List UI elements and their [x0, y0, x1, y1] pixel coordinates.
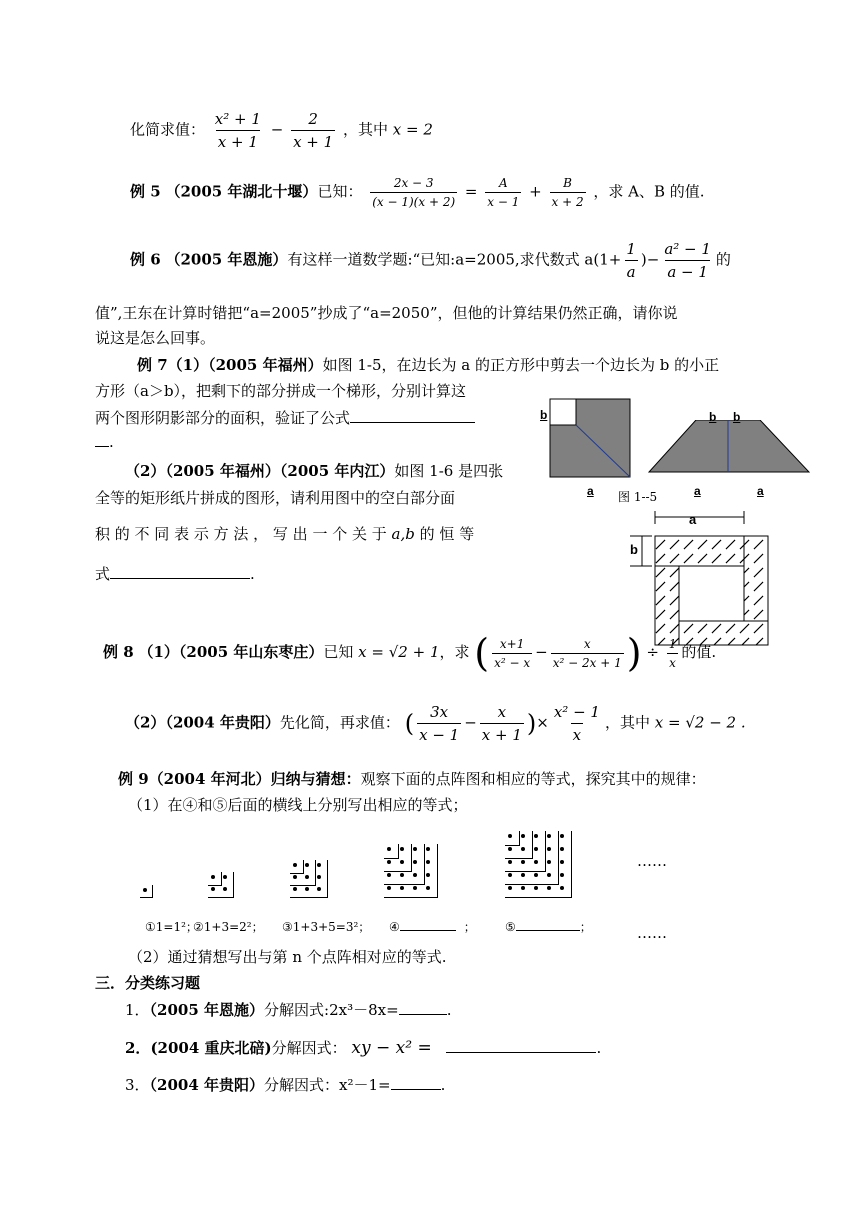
- dot: [317, 887, 321, 891]
- answer-blank[interactable]: [399, 1000, 447, 1015]
- dot: [508, 860, 512, 864]
- dot: [534, 847, 538, 851]
- dot: [317, 875, 321, 879]
- example-9-q1: （1）在④和⑤后面的横线上分别写出相应的等式；: [128, 796, 468, 814]
- dot: [547, 886, 551, 890]
- dot-caption-5: ⑤ ；: [505, 920, 592, 934]
- dot: [547, 873, 551, 877]
- l-separator: [384, 884, 425, 885]
- label-a: a: [757, 484, 764, 498]
- example-7-part2-line4: 式 .: [95, 565, 255, 583]
- l-separator: [437, 844, 438, 897]
- l-separator: [208, 885, 222, 886]
- dot: [426, 860, 430, 864]
- problem-2: 2．(2004 重庆北碚)分解因式： xy − x² = .: [125, 1038, 602, 1058]
- fraction: $\frac{A}{x - 1}$: [487, 176, 520, 209]
- dot: [305, 863, 309, 867]
- l-separator: [505, 845, 520, 846]
- example-8-part2: （2）（2004 年贵阳）先化简，再求值： ( $\frac{3x}{x - 1}$ − $\frac{x}{x + 1}$ )× $\frac{\text{x² − 1}}{x}$ ，其中 x = √2 − 2 .: [125, 703, 746, 744]
- dot: [305, 875, 309, 879]
- dot-array-2: [208, 872, 242, 902]
- fraction: $\frac{1}{a}$: [626, 240, 636, 281]
- dot: [560, 886, 564, 890]
- dot: [534, 860, 538, 864]
- fraction: $\frac{\text{x² + 1}}{x + 1}$: [214, 110, 261, 151]
- dot: [426, 847, 430, 851]
- example-7-line3: 两个图形阴影部分的面积，验证了公式: [95, 407, 475, 428]
- dot: [426, 886, 430, 890]
- problem-3: 3．（2004 年贵阳）分解因式：x²－1= .: [125, 1076, 446, 1094]
- dot: [560, 847, 564, 851]
- l-separator: [315, 860, 316, 885]
- dot: [413, 873, 417, 877]
- dot: [413, 860, 417, 864]
- label-b: b: [540, 408, 548, 422]
- dot: [400, 886, 404, 890]
- fraction: $\frac{\text{x² − 1}}{x}$: [553, 703, 600, 744]
- l-separator: [384, 858, 399, 859]
- dot: [534, 834, 538, 838]
- dots-continuation: ……: [637, 852, 667, 870]
- l-separator: [411, 844, 412, 871]
- fraction: $\frac{2}{x + 1}$: [293, 110, 334, 151]
- l-separator: [519, 831, 520, 845]
- example-7-part2: （2）（2005 年福州）（2005 年内江）如图 1-6 是四张: [125, 462, 504, 480]
- example-5: 例 5 （2005 年湖北十堰）已知： $\frac{2x - 3}{(x - 1)(x + 2)}$ = $\frac{A}{x - 1}$ + $\frac{B}{x + 2}$ ，求 A、B 的值.: [130, 176, 705, 209]
- fraction: $\frac{2x - 3}{(x - 1)(x + 2)}$: [372, 176, 456, 209]
- dot: [400, 873, 404, 877]
- problem-1: 1．（2005 年恩施）分解因式:2x³－8x= .: [125, 1001, 452, 1019]
- dot: [508, 886, 512, 890]
- fraction: $\frac{x+1}{\text{x² − x}}$: [494, 636, 531, 670]
- answer-blank[interactable]: [516, 918, 580, 931]
- l-separator: [424, 844, 425, 884]
- l-separator: [545, 831, 546, 871]
- dot: [534, 873, 538, 877]
- simplify-problem: 化简求值： $\frac{\text{x² + 1}}{x + 1}$ − $\frac{2}{x + 1}$ ，其中 x = 2: [130, 110, 433, 151]
- example-7-part2-line2: 全等的矩形纸片拼成的图形，请利用图中的空白部分面: [95, 489, 456, 507]
- dot: [560, 873, 564, 877]
- dot: [508, 847, 512, 851]
- dot: [547, 834, 551, 838]
- figure-caption: 图 1--5: [618, 490, 658, 504]
- example-7: 例 7（1）（2005 年福州）如图 1-5，在边长为 a 的正方形中剪去一个边长为 b 的小正: [137, 356, 720, 374]
- dot: [400, 860, 404, 864]
- answer-blank[interactable]: [391, 1075, 441, 1090]
- example-6-line2: 值”,王东在计算时错把“a=2005”抄成了“a=2050”，但他的计算结果仍然正确，请你说: [95, 304, 678, 322]
- l-separator: [303, 860, 304, 873]
- dot: [534, 886, 538, 890]
- dot: [413, 847, 417, 851]
- dot: [211, 875, 215, 879]
- example-7-line4: .: [95, 432, 114, 451]
- l-separator: [384, 897, 438, 898]
- fraction: $\frac{3x}{x - 1}$: [419, 703, 460, 744]
- dot-caption-1: ①1=1²；: [145, 920, 198, 934]
- label-b: b: [630, 542, 638, 557]
- dot: [547, 847, 551, 851]
- fraction: $\frac{1}{x}$: [668, 636, 677, 670]
- example-7-line2: 方形（a＞b），把剩下的部分拼成一个梯形，分别计算这: [95, 382, 467, 400]
- dot-caption-4: ④ ；: [389, 920, 476, 934]
- dot: [521, 873, 525, 877]
- l-separator: [398, 844, 399, 858]
- dot: [426, 873, 430, 877]
- l-separator: [233, 872, 234, 897]
- dot: [508, 834, 512, 838]
- fraction: $\frac{B}{x + 2}$: [551, 176, 584, 209]
- fraction: $\frac{x}{\text{x² − 2x + 1}}$: [552, 636, 622, 670]
- dot: [143, 888, 147, 892]
- dots-continuation: ……: [637, 924, 667, 942]
- dot: [413, 886, 417, 890]
- l-separator: [208, 897, 234, 898]
- l-separator: [152, 885, 153, 897]
- dot: [560, 860, 564, 864]
- l-separator: [221, 872, 222, 885]
- example-7-part2-line3: 积 的 不 同 表 示 方 法 ， 写 出 一 个 关 于 a,b 的 恒 等: [95, 525, 475, 543]
- fraction: $\frac{x}{x + 1}$: [481, 703, 522, 744]
- l-separator: [290, 873, 304, 874]
- l-separator: [505, 884, 559, 885]
- dot: [521, 860, 525, 864]
- dot: [293, 887, 297, 891]
- example-9: 例 9（2004 年河北）归纳与猜想：观察下面的点阵图和相应的等式，探究其中的规律：: [118, 770, 706, 788]
- dot-array-4: [384, 844, 446, 902]
- dot: [521, 847, 525, 851]
- dot: [211, 887, 215, 891]
- label-a: a: [689, 512, 697, 527]
- dot-array-5: [505, 831, 580, 902]
- example-6: 例 6 （2005 年恩施）有这样一道数学题:“已知:a=2005,求代数式 a(1+ $\frac{1}{a}$ )− $\frac{\text{a² − 1}}{a - 1}$ 的: [130, 240, 731, 281]
- l-separator: [558, 831, 559, 884]
- dot: [387, 847, 391, 851]
- dot: [317, 863, 321, 867]
- label-a: a: [587, 484, 594, 498]
- label-a: a: [694, 484, 701, 498]
- l-separator: [505, 871, 546, 872]
- dot-caption-2: ②1+3=2²；: [193, 920, 264, 934]
- answer-blank[interactable]: [446, 1038, 596, 1053]
- dot: [223, 887, 227, 891]
- dot: [387, 873, 391, 877]
- dot: [305, 887, 309, 891]
- dot: [293, 863, 297, 867]
- answer-blank[interactable]: [400, 918, 456, 931]
- dot: [560, 834, 564, 838]
- dot-caption-3: ③1+3+5=3²；: [282, 920, 371, 934]
- dot: [387, 860, 391, 864]
- example-6-line3: 说这是怎么回事。: [95, 329, 216, 347]
- dot-array-1: [140, 885, 161, 902]
- dot: [387, 886, 391, 890]
- example-8: 例 8 （1）（2005 年山东枣庄）已知 x = √2 + 1，求 ( $\frac{x+1}{\text{x² − x}}$ − $\frac{x}{\text{x² − 2x + 1}}$ ) ÷ $\frac{1}{x}$ 的值.: [103, 631, 717, 675]
- l-separator: [290, 885, 316, 886]
- label-b: b: [709, 410, 717, 424]
- l-separator: [532, 831, 533, 858]
- l-separator: [290, 897, 328, 898]
- dot: [521, 886, 525, 890]
- l-separator: [571, 831, 572, 897]
- l-separator: [505, 897, 572, 898]
- example-9-q2: （2）通过猜想写出与第 n 个点阵相对应的等式.: [128, 948, 447, 966]
- dot: [521, 834, 525, 838]
- l-separator: [384, 871, 412, 872]
- dot: [547, 860, 551, 864]
- dot-array-3: [290, 860, 336, 902]
- l-separator: [140, 897, 153, 898]
- dot: [400, 847, 404, 851]
- l-separator: [505, 858, 533, 859]
- dot: [508, 873, 512, 877]
- dot: [293, 875, 297, 879]
- section-heading: 三．分类练习题: [95, 974, 201, 992]
- fraction: $\frac{\text{a² − 1}}{a - 1}$: [664, 240, 711, 281]
- label-b: b: [733, 410, 741, 424]
- dot: [223, 875, 227, 879]
- l-separator: [327, 860, 328, 897]
